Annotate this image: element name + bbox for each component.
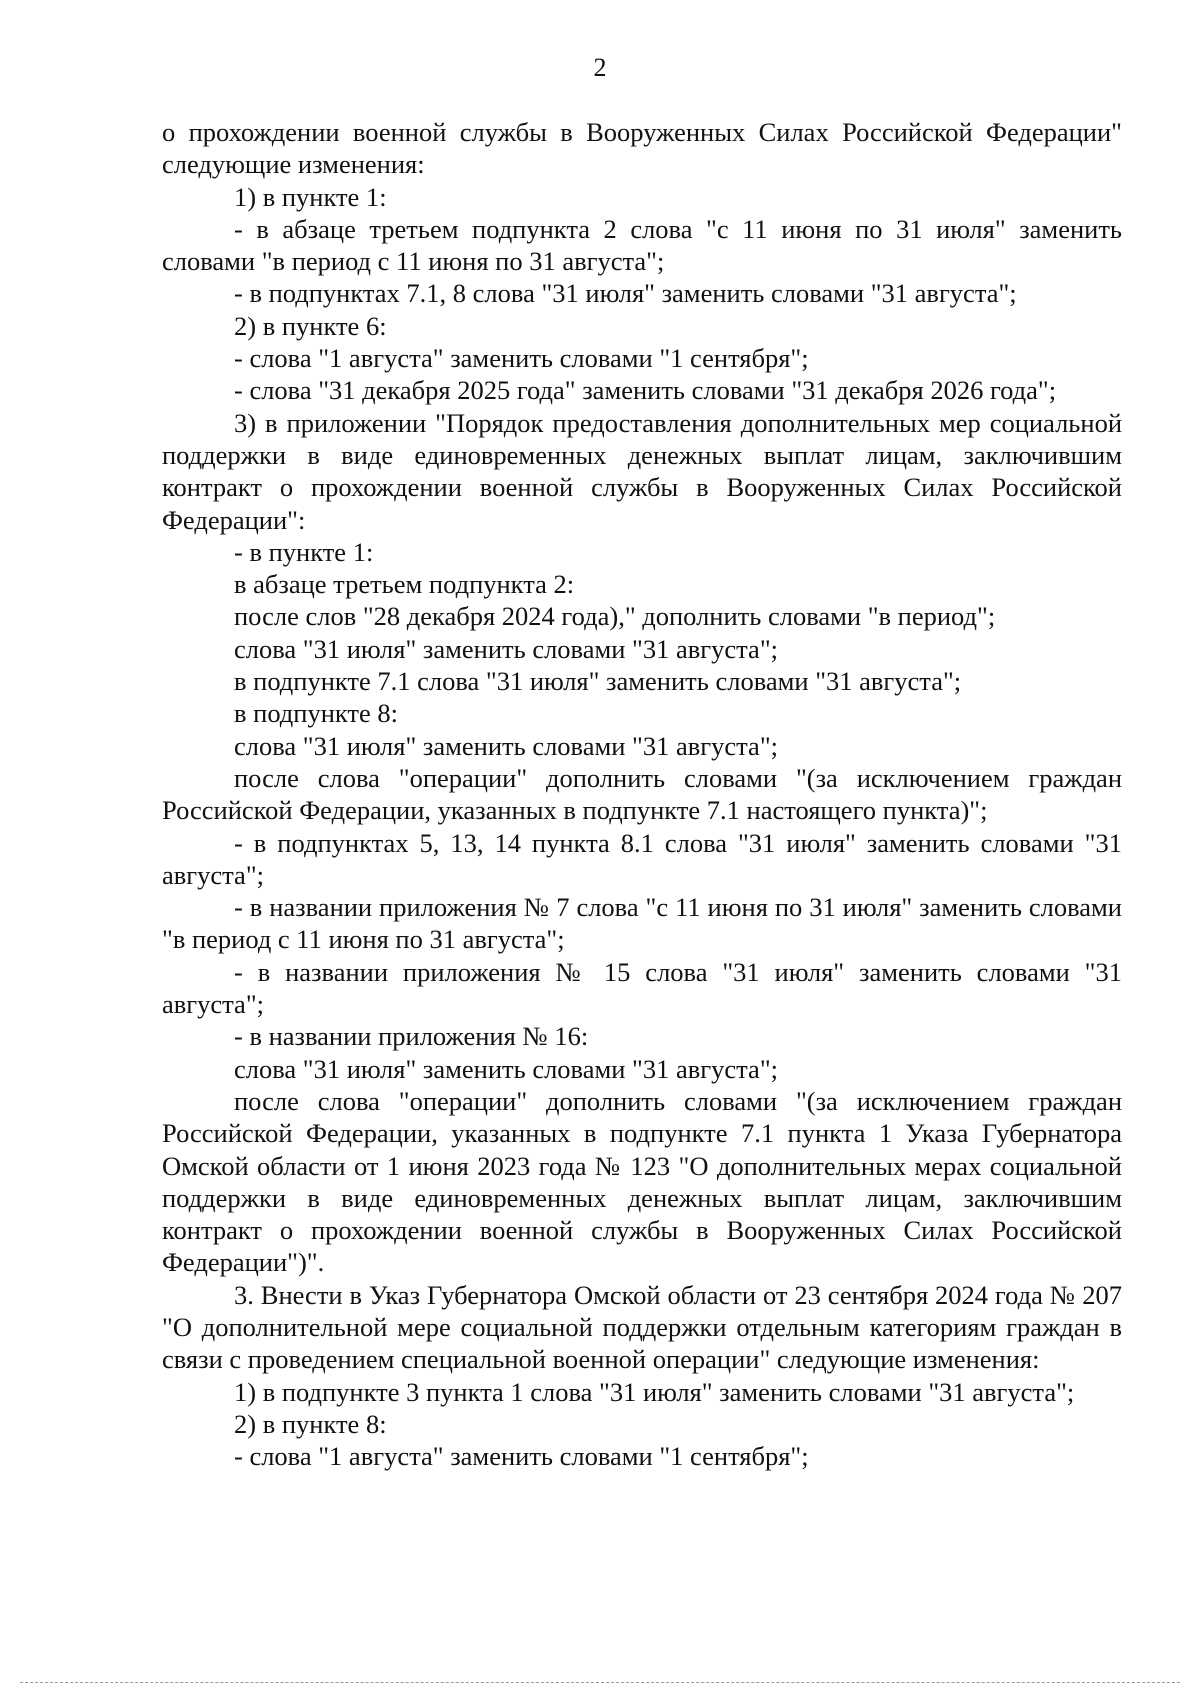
paragraph: - в абзаце третьем подпункта 2 слова "с 11 июня по 31 июля" заменить словами "в период с 11 июня по 31 августа";	[162, 213, 1122, 277]
paragraph: - слова "1 августа" заменить словами "1 сентября";	[234, 343, 809, 374]
paragraph: о прохождении военной службы в Вооруженных Силах Российской Федерации" следующие изменения:	[162, 117, 1122, 180]
paragraph: слова "31 июля" заменить словами "31 августа";	[234, 1053, 779, 1084]
paragraph: 1) в пункте 1:	[234, 181, 387, 212]
paragraph: 3. Внести в Указ Губернатора Омской области от 23 сентября 2024 года № 207 "О дополнительной мере социальной поддержки отдельным категориям граждан в связи с проведением специальной военной операции" следующие изменения:	[162, 1279, 1122, 1375]
paragraph: - в названии приложения № 15 слова "31 июля" заменить словами "31 августа";	[162, 956, 1122, 1020]
paragraph: - слова "1 августа" заменить словами "1 сентября";	[234, 1441, 809, 1472]
paragraph: в подпункте 8:	[234, 698, 399, 729]
paragraph: в абзаце третьем подпункта 2:	[234, 569, 575, 600]
paragraph: - в пункте 1:	[234, 536, 374, 567]
paragraph: после слова "операции" дополнить словами "(за исключением граждан Российской Федерации, указанных в подпункте 7.1 пункта 1 Указа Губернатора Омской области от 1 июня 2023 года № 123 "О дополнительных мерах социальной поддержки в виде единовременных денежных выплат лицам, заключившим контракт о прохождении военной службы в Вооруженных Силах Российской Федерации")".	[162, 1085, 1122, 1278]
paragraph: - в подпунктах 5, 13, 14 пункта 8.1 слова "31 июля" заменить словами "31 августа";	[162, 827, 1122, 890]
paragraph: слова "31 июля" заменить словами "31 августа";	[234, 730, 779, 761]
paragraph: 1) в подпункте 3 пункта 1 слова "31 июля" заменить словами "31 августа";	[234, 1376, 1075, 1407]
paragraph: - в подпунктах 7.1, 8 слова "31 июля" заменить словами "31 августа";	[234, 278, 1017, 309]
page-number: 2	[593, 53, 607, 82]
paragraph: слова "31 июля" заменить словами "31 августа";	[234, 633, 779, 664]
footer-divider	[20, 1682, 1180, 1683]
document-body	[162, 116, 1122, 1472]
paragraph: - слова "31 декабря 2025 года" заменить словами "31 декабря 2026 года";	[234, 375, 1057, 406]
paragraph: после слова "операции" дополнить словами "(за исключением граждан Российской Федерации, указанных в подпункте 7.1 настоящего пункта)";	[162, 762, 1122, 826]
paragraph: после слов "28 декабря 2024 года)," дополнить словами "в период";	[234, 601, 996, 632]
paragraph: - в названии приложения № 16:	[234, 1021, 589, 1052]
paragraph: - в названии приложения № 7 слова "с 11 июня по 31 июля" заменить словами "в период с 11 июня по 31 августа";	[162, 892, 1122, 955]
paragraph: 3) в приложении "Порядок предоставления дополнительных мер социальной поддержки в виде единовременных денежных выплат лицам, заключившим контракт о прохождении военной службы в Вооруженных Силах Российской Федерации":	[162, 407, 1122, 535]
paragraph: 2) в пункте 6:	[234, 310, 387, 341]
paragraph: 2) в пункте 8:	[234, 1408, 387, 1439]
paragraph: в подпункте 7.1 слова "31 июля" заменить словами "31 августа";	[234, 666, 962, 697]
